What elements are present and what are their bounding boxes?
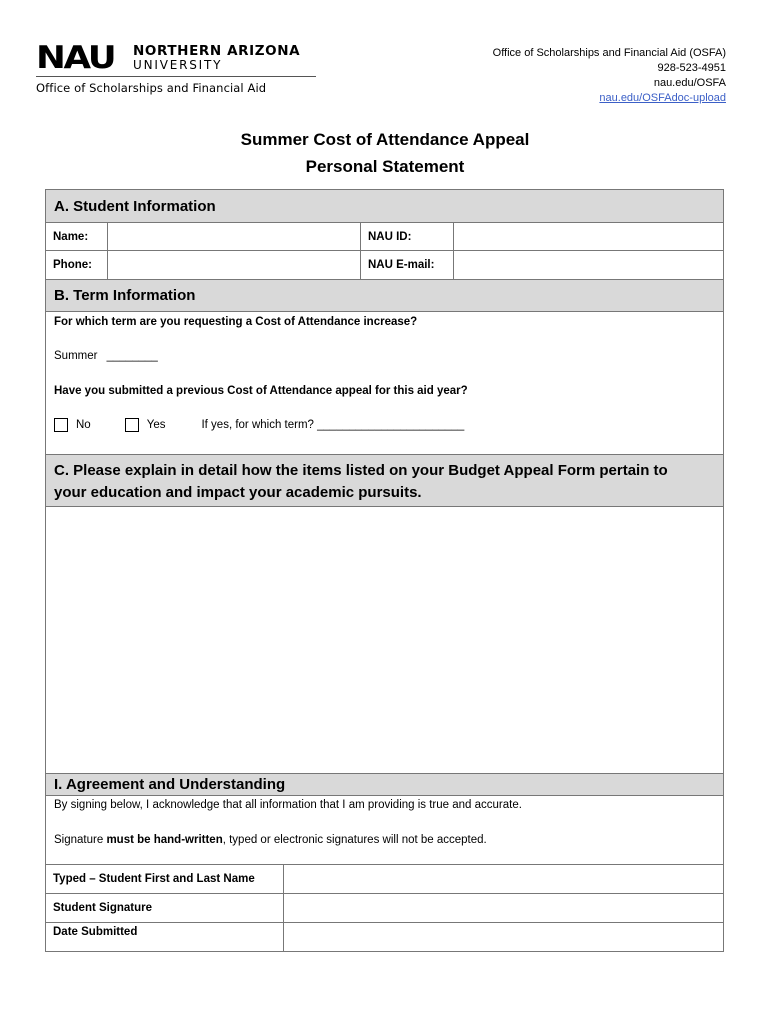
section-c-heading-line1: C. Please explain in detail how the items listed on your Budget Appeal Form pertain to [54,462,668,479]
nau-id-field[interactable] [454,223,723,250]
no-label: No [76,419,91,431]
upload-link[interactable]: nau.edu/OSFAdoc-upload [599,92,726,104]
name-id-row [46,223,723,251]
signature-note-pre: Signature [54,834,107,846]
contact-block [493,46,726,106]
typed-name-label: Typed – Student First and Last Name [46,865,284,893]
logo-name-line1: NORTHERN ARIZONA [133,43,301,59]
term-question: For which term are you requesting a Cost of Attendance increase? [54,316,418,328]
contact-web: nau.edu/OSFA [653,77,726,89]
phone-label: Phone: [46,251,108,279]
signature-field[interactable] [284,894,723,922]
title-line1: Summer Cost of Attendance Appeal [240,130,530,149]
section-b-heading: B. Term Information [46,280,723,312]
summer-line [46,350,158,362]
name-label: Name: [46,223,108,250]
personal-statement-field[interactable] [46,507,723,774]
signature-label: Student Signature [46,894,284,922]
typed-name-row [46,864,723,893]
term-info-body [46,312,723,455]
summer-blank[interactable]: ________ [106,350,158,362]
logo-divider [36,76,316,77]
date-field[interactable] [284,923,723,951]
date-label: Date Submitted [46,923,284,951]
signature-row [46,893,723,922]
no-checkbox[interactable] [54,418,68,432]
typed-name-field[interactable] [284,865,723,893]
phone-field[interactable] [108,251,361,279]
title-line2: Personal Statement [305,157,465,176]
section-c-heading-line2: your education and impact your academic pursuits. [54,484,422,501]
signature-note-bold: must be hand-written [106,834,223,846]
logo-name-line2: UNIVERSITY [133,58,223,72]
which-term-field[interactable]: If yes, for which term? _______________________ [201,419,465,431]
office-name: Office of Scholarships and Financial Aid [36,81,267,95]
phone-email-row [46,251,723,280]
section-a-heading: A. Student Information [46,190,723,223]
section-c-heading [46,455,723,507]
contact-office: Office of Scholarships and Financial Aid (OSFA) [492,47,726,59]
yes-checkbox[interactable] [125,418,139,432]
appeal-form [45,189,724,952]
agreement-body [46,796,723,864]
section-i-heading: I. Agreement and Understanding [46,774,723,796]
signature-note-post: , typed or electronic signatures will not be accepted. [222,834,487,846]
acknowledgement-text: By signing below, I acknowledge that all information that I am providing is true and accurate. [54,799,522,811]
logo-mark: NAU [36,40,115,76]
contact-phone: 928-523-4951 [657,62,726,74]
email-label: NAU E-mail: [361,251,454,279]
summer-label: Summer [54,350,98,362]
nau-id-label: NAU ID: [361,223,454,250]
document-title [0,126,770,180]
email-field[interactable] [454,251,723,279]
yes-label: Yes [146,419,166,431]
previous-appeal-options [46,418,464,432]
signature-note [46,834,487,846]
name-field[interactable] [108,223,361,250]
date-row [46,922,723,951]
previous-appeal-question: Have you submitted a previous Cost of Attendance appeal for this aid year? [54,385,468,397]
nau-logo [36,40,318,95]
